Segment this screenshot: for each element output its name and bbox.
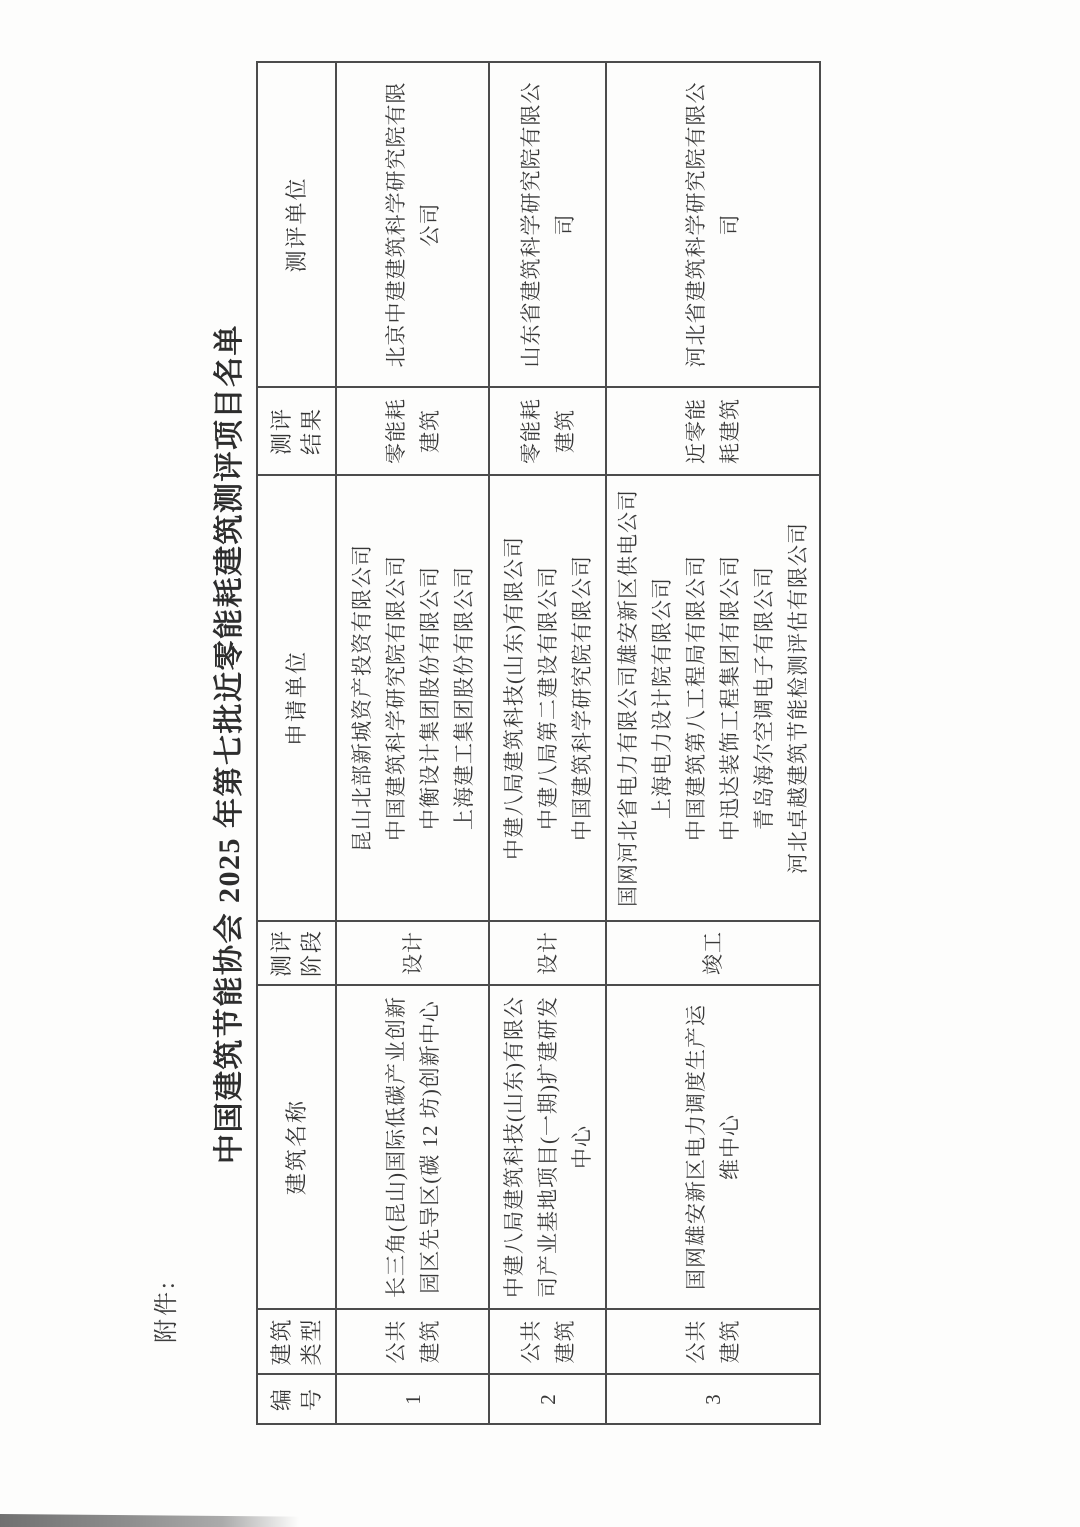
cell-evaluation-result-line: 建筑 [552,409,577,453]
cell-number [489,1374,606,1424]
cell-building-name-line: 长三角(昆山)国际低碳产业创新 [383,996,408,1298]
header-evaluation-result-line: 结果 [298,407,324,456]
header-evaluation-stage-line: 测评 [268,929,294,978]
cell-building-name-line: 维中心 [718,1114,742,1180]
table-header-row [257,62,336,1424]
cell-evaluation-result-line: 零能耗 [383,398,408,464]
cell-evaluation-stage-value: 竣工 [701,931,725,975]
header-evaluation-stage-line: 阶段 [298,929,324,978]
cell-building-type-line: 公共 [518,1319,543,1364]
cell-applicant-unit-line: 中国建筑第八工程局有限公司 [684,555,708,841]
cell-building-name [489,985,606,1309]
header-number-line: 号 [298,1387,324,1412]
cell-building-name-line: 司产业基地项目(一期)扩建研发 [535,996,560,1298]
header-building-type-line: 建筑 [268,1317,294,1366]
page-title: 中国建筑节能协会 2025 年第七批近零能耗建筑测评项目名单 [213,324,246,1164]
cell-evaluation-stage [489,921,606,985]
cell-applicant-unit-line: 中建八局建筑科技(山东)有限公司 [501,536,526,860]
cell-applicant-unit-line: 中建八局第二建设有限公司 [535,566,560,830]
cell-building-type-line: 建筑 [718,1319,742,1364]
header-evaluation-result [257,387,336,475]
project-table [256,61,821,1425]
cell-applicant-unit-line: 昆山北部新城资产投资有限公司 [349,544,374,852]
cell-evaluation-stage-value: 设计 [535,931,560,975]
cell-building-name-line: 中心 [569,1125,594,1169]
cell-number-value: 3 [701,1393,725,1405]
cell-applicant-unit-line: 河北卓越建筑节能检测评估有限公司 [786,522,810,874]
header-building-type [257,1309,336,1374]
cell-number [336,1374,489,1424]
cell-evaluation-stage-value: 设计 [400,931,425,975]
cell-evaluation-stage [336,921,489,985]
cell-applicant-unit-line: 上海建工集团股份有限公司 [451,566,476,830]
cell-building-type-line: 公共 [684,1319,708,1364]
cell-applicant-unit [606,475,820,921]
cell-evaluation-result-line: 建筑 [417,409,442,453]
table-row [606,62,820,1424]
cell-evaluation-unit-line: 山东省建筑科学研究院有限公 [518,81,543,368]
cell-evaluation-result [336,387,489,475]
header-evaluation-unit-line: 测评单位 [283,176,309,273]
cell-evaluation-unit-line: 司 [718,213,742,236]
cell-building-name [336,985,489,1309]
cell-applicant-unit-line: 青岛海尔空调电子有限公司 [752,566,776,830]
cell-applicant-unit-line: 上海电力设计院有限公司 [650,577,674,819]
cell-building-name-line: 园区先导区(碳 12 坊)创新中心 [417,1000,442,1294]
header-building-type-line: 类型 [298,1317,324,1366]
cell-building-type-line: 公共 [383,1319,408,1364]
header-applicant-unit [257,475,336,921]
cell-applicant-unit [489,475,606,921]
header-evaluation-result-line: 测评 [268,407,294,456]
cell-evaluation-result-line: 耗建筑 [718,398,742,464]
cell-evaluation-result [489,387,606,475]
cell-applicant-unit-line: 中国建筑科学研究院有限公司 [383,555,408,841]
cell-number [606,1374,820,1424]
cell-building-name-line: 国网雄安新区电力调度生产运 [684,1004,708,1290]
header-number-line: 编 [268,1387,294,1412]
cell-evaluation-unit [606,62,820,387]
cell-evaluation-unit [336,62,489,387]
cell-applicant-unit-line: 中国建筑科学研究院有限公司 [569,555,594,841]
cell-building-type [606,1309,820,1374]
cell-evaluation-unit [489,62,606,387]
cell-number-value: 2 [535,1393,560,1405]
header-building-name-line: 建筑名称 [283,1099,309,1196]
cell-building-name [606,985,820,1309]
cell-evaluation-result-line: 零能耗 [518,398,543,464]
cell-number-value: 1 [400,1393,425,1405]
cell-building-type [336,1309,489,1374]
cell-evaluation-unit-line: 司 [552,213,577,236]
cell-evaluation-unit-line: 北京中建建筑科学研究院有限 [383,81,408,368]
cell-applicant-unit-line: 中迅达装饰工程集团有限公司 [718,555,742,841]
header-building-name [257,985,336,1309]
cell-building-type [489,1309,606,1374]
attachment-label: 附件: [154,1279,180,1343]
cell-evaluation-stage [606,921,820,985]
header-applicant-unit-line: 申请单位 [283,650,309,747]
table-row [489,62,606,1424]
cell-evaluation-result-line: 近零能 [684,398,708,464]
cell-building-type-line: 建筑 [552,1319,577,1364]
cell-applicant-unit-line: 中衡设计集团股份有限公司 [417,566,442,830]
header-evaluation-stage [257,921,336,985]
scan-edge-artifact [0,1514,299,1527]
header-evaluation-unit [257,62,336,387]
cell-evaluation-result [606,387,820,475]
cell-applicant-unit-line: 国网河北省电力有限公司雄安新区供电公司 [616,489,640,907]
header-number [257,1374,336,1424]
cell-building-type-line: 建筑 [417,1319,442,1364]
cell-applicant-unit [336,475,489,921]
cell-evaluation-unit-line: 公司 [417,202,442,247]
cell-evaluation-unit-line: 河北省建筑科学研究院有限公 [684,81,708,368]
table-row [336,62,489,1424]
cell-building-name-line: 中建八局建筑科技(山东)有限公 [501,996,526,1298]
